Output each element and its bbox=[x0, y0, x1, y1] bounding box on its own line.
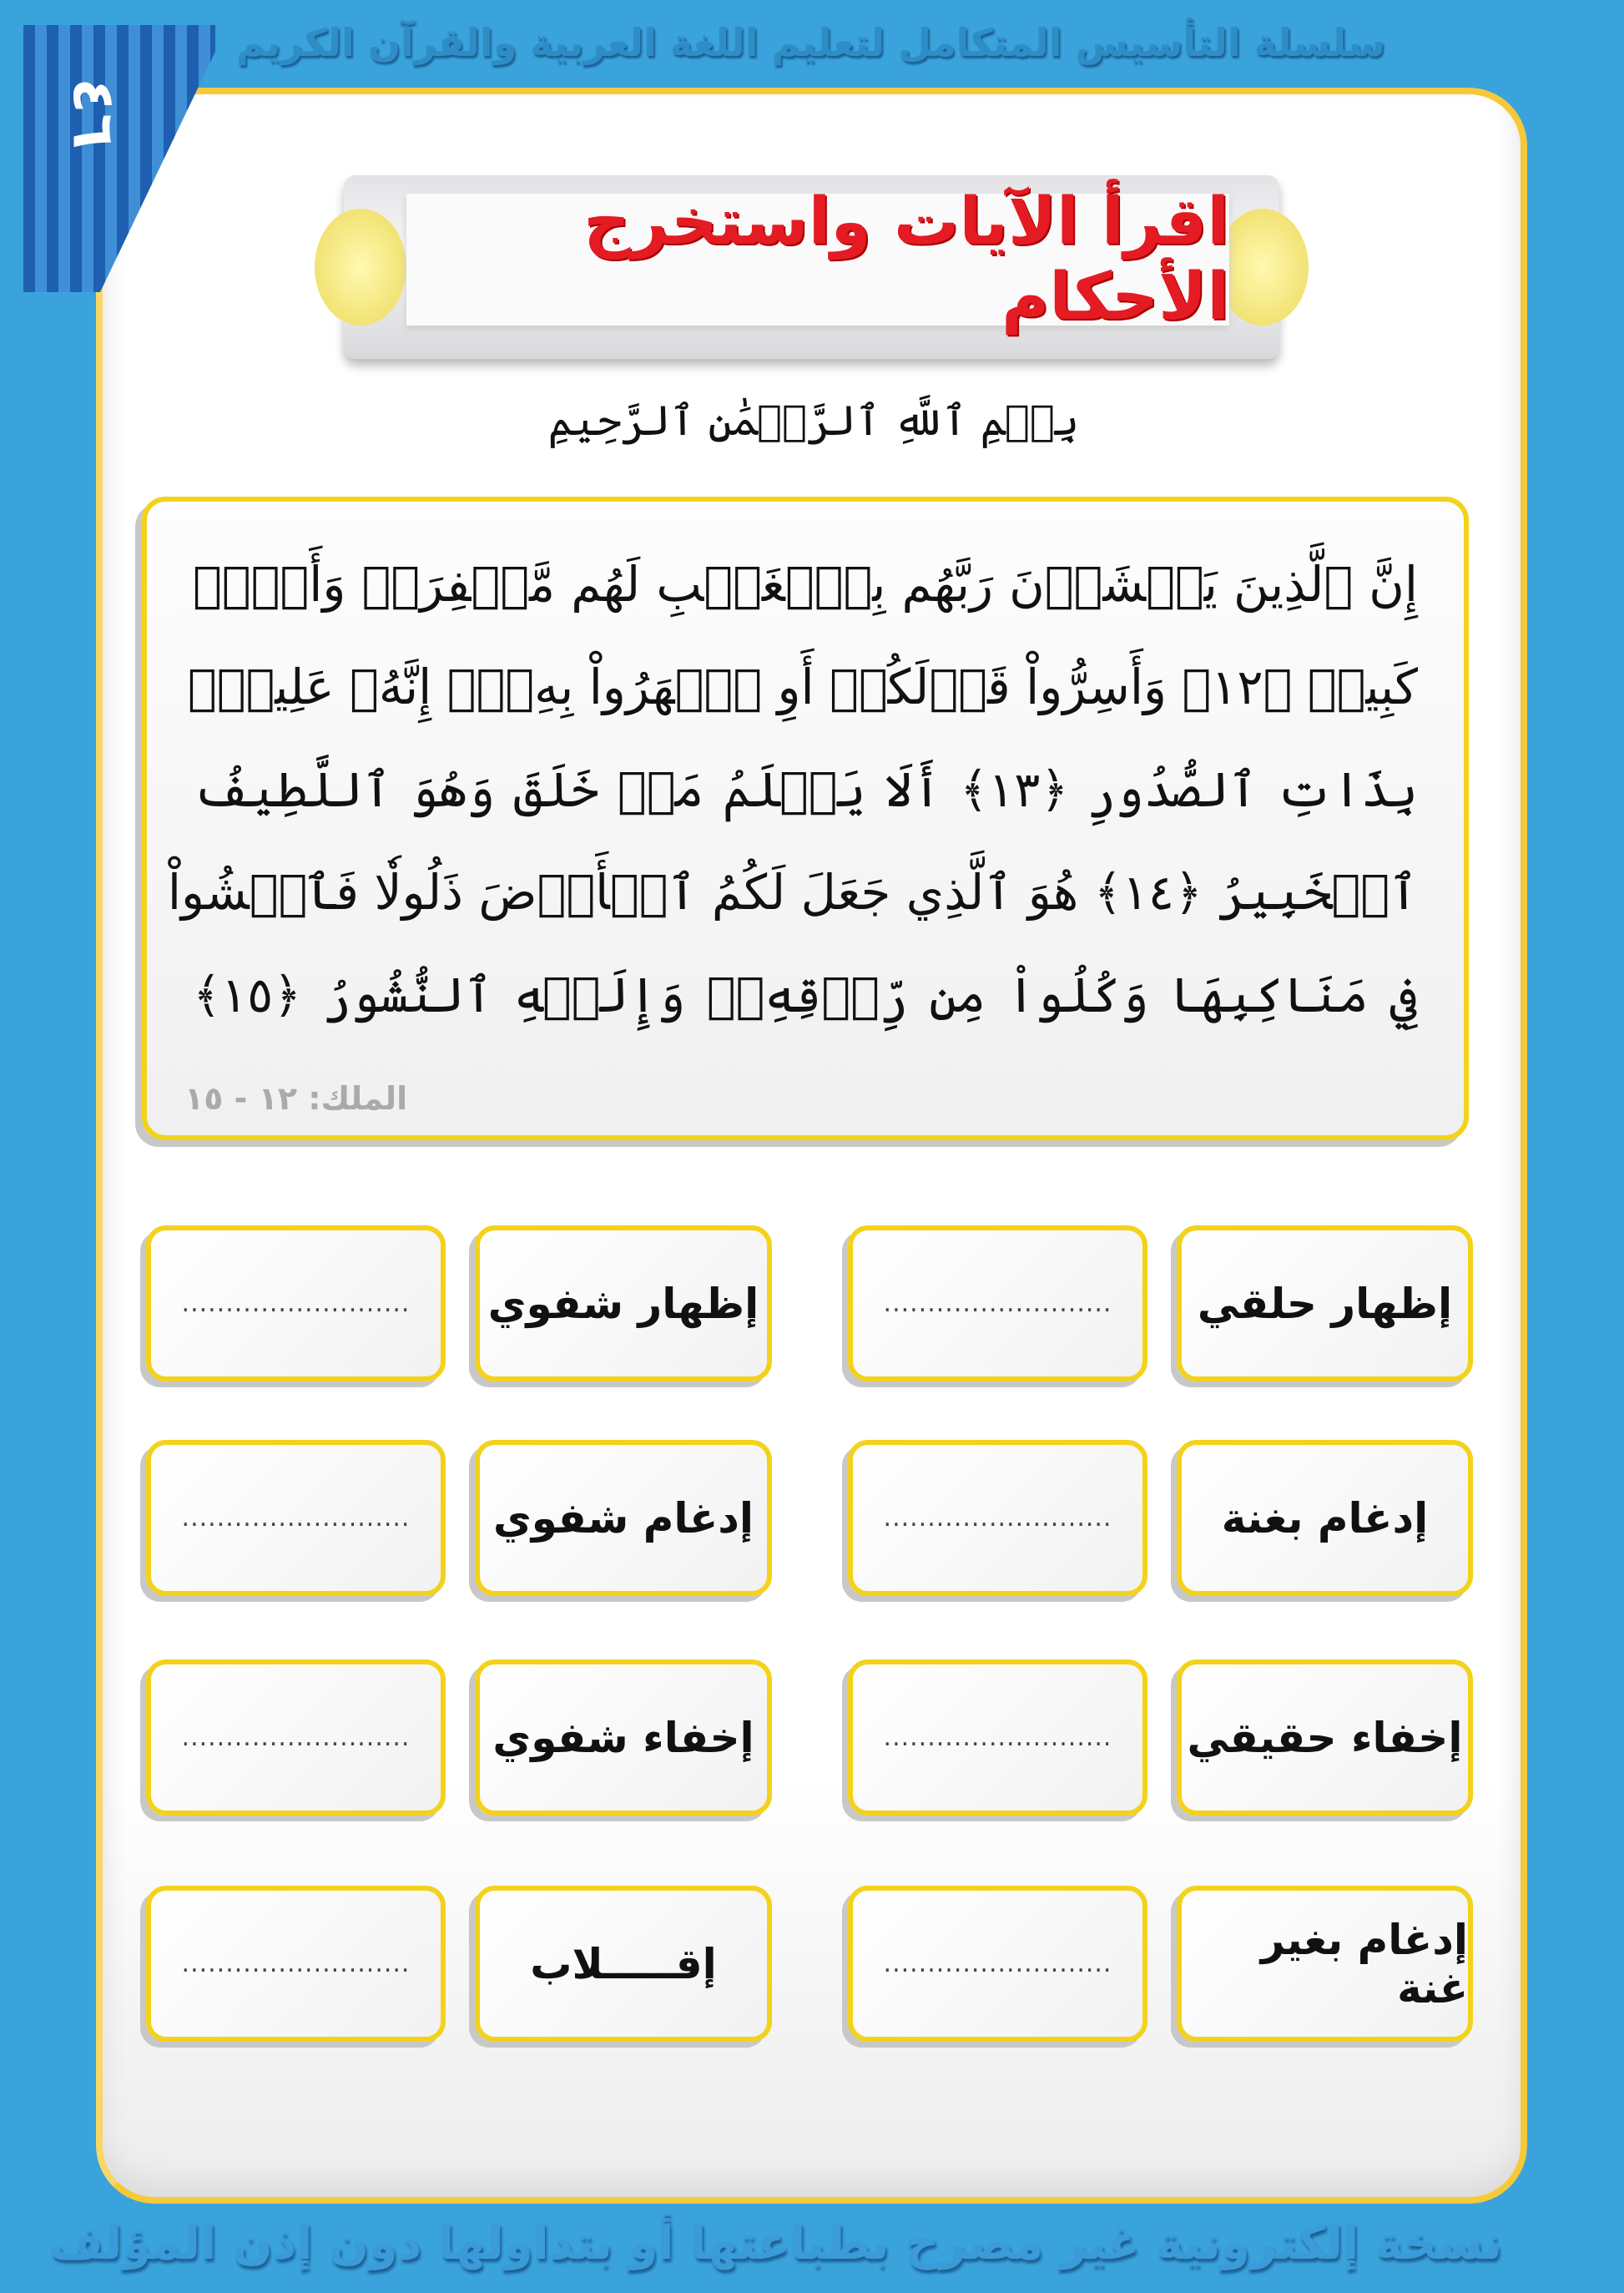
title-banner bbox=[344, 175, 1279, 359]
answer-placeholder: .......................... bbox=[181, 1503, 411, 1533]
answer-box[interactable] bbox=[848, 1659, 1147, 1816]
verse-line: كَبِيرٞ ﴿١٢﴾ وَأَسِرُّواْ قَوۡلَكُمۡ أَوِ ٱجۡهَرُواْ بِهِۦٓۖ إِنَّهُۥ عَلِيمُۢ bbox=[187, 659, 1418, 715]
surah-reference: الملك: ١٢ - ١٥ bbox=[184, 1080, 408, 1117]
answer-placeholder: .......................... bbox=[181, 1949, 411, 1978]
page-title: اقرأ الآيات واستخرج الأحكام bbox=[583, 184, 1229, 335]
rule-label-box bbox=[1177, 1659, 1473, 1816]
rule-label: إخفاء حقيقي bbox=[1187, 1713, 1463, 1762]
answer-placeholder: .......................... bbox=[181, 1289, 411, 1318]
rule-label-box bbox=[1177, 1225, 1473, 1381]
rule-label: إدغام بغنة bbox=[1221, 1493, 1429, 1543]
quran-verses-box bbox=[142, 497, 1469, 1140]
answer-box[interactable] bbox=[146, 1440, 446, 1596]
banner-ornament-right bbox=[1217, 209, 1309, 326]
answer-box[interactable] bbox=[146, 1886, 446, 2042]
verse-line: فِي مَنَاكِبِهَا وَكُلُواْ مِن رِّزۡقِهِۦۖ وَإِلَيۡهِ ٱلنُّشُورُ ﴿١٥﴾ bbox=[193, 967, 1418, 1023]
rule-label: إظهار حلقي bbox=[1197, 1279, 1453, 1328]
verse-line: ٱلۡخَبِيرُ ﴿١٤﴾ هُوَ ٱلَّذِي جَعَلَ لَكُمُ ٱلۡأَرۡضَ ذَلُولٗا فَٱمۡشُواْ bbox=[167, 864, 1418, 921]
rule-label: إخفاء شفوي bbox=[492, 1713, 754, 1762]
answer-placeholder: .......................... bbox=[883, 1503, 1112, 1533]
answer-box[interactable] bbox=[848, 1225, 1147, 1381]
banner-paper bbox=[406, 184, 1229, 335]
page-number: ٤٦ bbox=[59, 78, 129, 149]
verse-line: بِذَاتِ ٱلصُّدُورِ ﴿١٣﴾ أَلَا يَعۡلَمُ مَنۡ خَلَقَ وَهُوَ ٱللَّطِيفُ bbox=[193, 761, 1419, 818]
rule-label-box bbox=[475, 1886, 772, 2042]
banner-ornament-left bbox=[315, 209, 406, 326]
rule-label-box bbox=[475, 1225, 772, 1381]
rule-label: إدغام بغير غنة bbox=[1260, 1915, 1468, 2013]
rule-label-box bbox=[1177, 1886, 1473, 2042]
answer-placeholder: .......................... bbox=[883, 1723, 1112, 1752]
answer-box[interactable] bbox=[848, 1440, 1147, 1596]
copyright-notice: نسخة إلكترونية غير مصرح بطباعتها أو بتداولها دون إذن المؤلف bbox=[48, 2216, 1502, 2270]
answer-placeholder: .......................... bbox=[883, 1289, 1112, 1318]
answer-placeholder: .......................... bbox=[883, 1949, 1112, 1978]
series-title: سلسلة التأسيس المتكامل لتعليم اللغة العربية والقرآن الكريم bbox=[236, 20, 1385, 65]
rule-label: إظهار شفوي bbox=[487, 1279, 759, 1328]
answer-box[interactable] bbox=[146, 1659, 446, 1816]
rule-label-box bbox=[475, 1659, 772, 1816]
rule-label-box bbox=[475, 1440, 772, 1596]
verse-line: إِنَّ ٱلَّذِينَ يَخۡشَوۡنَ رَبَّهُم بِٱلۡغَيۡبِ لَهُم مَّغۡفِرَةٞ وَأَجۡرٞ bbox=[193, 556, 1418, 613]
answer-box[interactable] bbox=[146, 1225, 446, 1381]
rule-label: إقـــــلاب bbox=[530, 1939, 717, 1988]
rule-label: إدغام شفوي bbox=[492, 1493, 754, 1543]
basmala: بِسۡمِ ٱللَّهِ ٱلرَّحۡمَٰنِ ٱلرَّحِيمِ bbox=[547, 396, 1080, 445]
answer-placeholder: .......................... bbox=[181, 1723, 411, 1752]
rule-label-box bbox=[1177, 1440, 1473, 1596]
answer-box[interactable] bbox=[848, 1886, 1147, 2042]
